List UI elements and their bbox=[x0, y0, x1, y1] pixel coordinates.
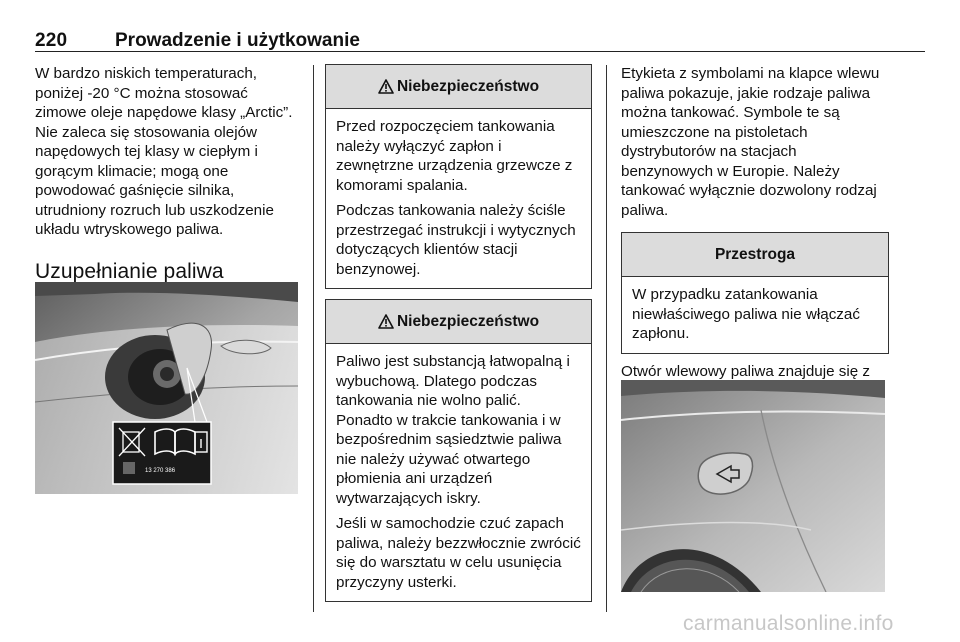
danger-text: Jeśli w samochodzie czuć zapach paliwa, należy bezzwłocznie zwrócić się do warsztatu w celu usunięcia przyczyny usterki. bbox=[336, 515, 581, 591]
caution-text: W przypadku zatankowania niewłaściwego paliwa nie włączać zapłonu. bbox=[632, 286, 860, 342]
fuel-flap-closed-illustration bbox=[621, 380, 885, 592]
fuel-flap-location-photo bbox=[621, 380, 885, 592]
column-3 bbox=[621, 64, 889, 401]
watermark: carmanualsonline.info bbox=[683, 612, 894, 635]
filler-location-paragraph: Otwór wlewowy paliwa znajduje się z bbox=[621, 362, 871, 380]
section-heading-refuelling: Uzupełnianie paliwa bbox=[35, 259, 224, 283]
danger-title: Niebezpieczeństwo bbox=[396, 77, 540, 95]
label-code: 13 270 386 bbox=[145, 468, 176, 474]
warning-triangle-icon bbox=[378, 314, 394, 329]
fuel-flap-label-photo bbox=[35, 282, 298, 494]
column-1 bbox=[35, 64, 300, 284]
warning-triangle-icon bbox=[378, 79, 394, 94]
danger-title: Niebezpieczeństwo bbox=[396, 312, 540, 330]
danger-box-1 bbox=[325, 64, 592, 289]
column-divider-1 bbox=[313, 65, 314, 612]
column-2 bbox=[325, 64, 592, 602]
fuel-flap-illustration bbox=[35, 282, 298, 494]
danger-text: Paliwo jest substancją łatwopalną i wybuchową. Dlatego podczas tankowania nie wolno palić. Ponadto w trakcie tankowania i w bezpośrednim sąsiedztwie paliwa nie należy używać otwartego płomienia ani urządzeń wytwarzających iskry. bbox=[336, 353, 570, 507]
page-header bbox=[35, 30, 925, 52]
page-number: 220 bbox=[35, 30, 68, 51]
caution-box bbox=[621, 232, 889, 354]
caution-title: Przestroga bbox=[714, 245, 796, 263]
danger-text: Podczas tankowania należy ściśle przestrzegać instrukcji i wytycznych dotyczących klientów stacji benzynowej. bbox=[336, 202, 576, 278]
column-divider-2 bbox=[606, 65, 607, 612]
chapter-title: Prowadzenie i użytkowanie bbox=[115, 30, 360, 51]
danger-text: Przed rozpoczęciem tankowania należy wyłączyć zapłon i zewnętrzne urządzenia grzewcze z komorami spalania. bbox=[336, 118, 573, 194]
diesel-arctic-paragraph: W bardzo niskich temperaturach, poniżej -20 °C można stosować zimowe oleje napędowe klasy „Arctic”. Nie zaleca się stosowania olejów napędowych tej klasy w ciepłym i gorącym klimacie; mogą one powodować gaśnięcie silnika, utrudniony rozruch lub uszkodzenie układu wtryskowego paliwa. bbox=[35, 65, 293, 238]
danger-box-2 bbox=[325, 299, 592, 602]
fuel-label-paragraph: Etykieta z symbolami na klapce wlewu paliwa pokazuje, jakie rodzaje paliwa można tankować. Symbole te są umieszczone na pistoletach dystrybutorów na stacjach benzynowych w Europie. Należy tankować wyłącznie dozwolony rodzaj paliwa. bbox=[621, 65, 880, 219]
